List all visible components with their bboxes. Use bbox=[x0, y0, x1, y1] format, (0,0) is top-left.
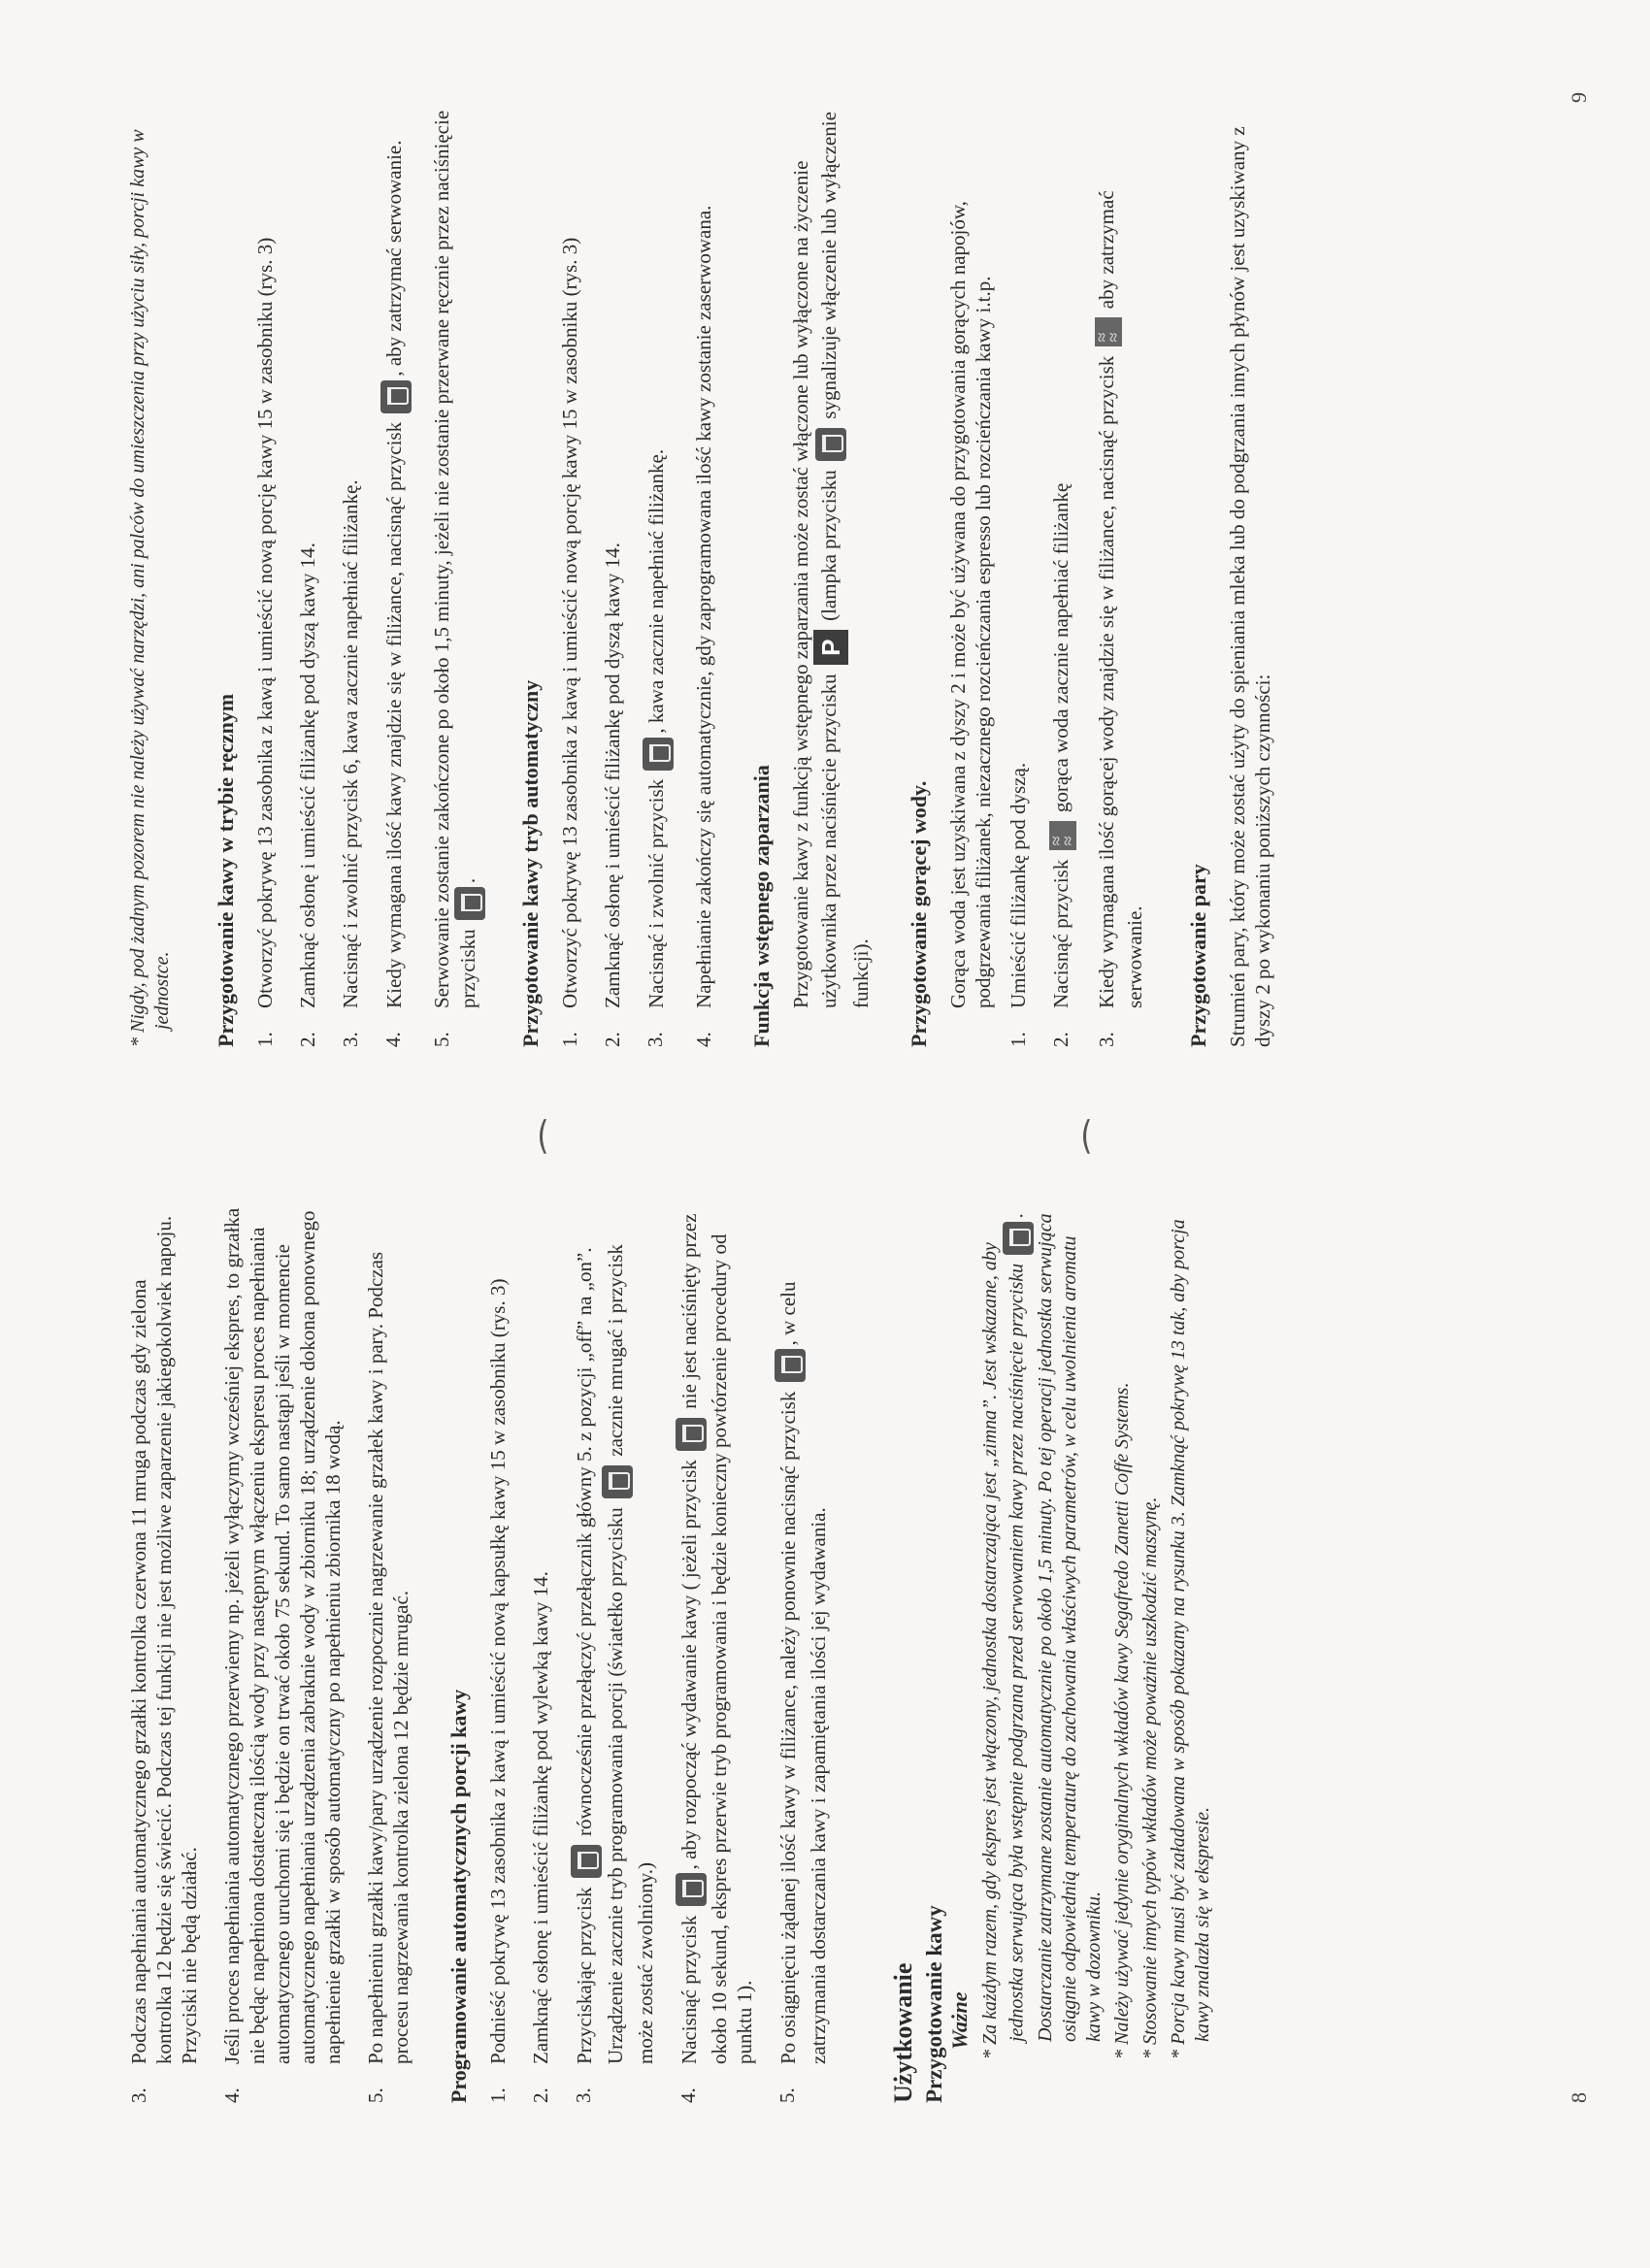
coffee-button-icon bbox=[775, 1349, 806, 1382]
list-item: 2. Zamknąć osłonę i umieścić filiżankę pod wylewką kawy 14. bbox=[529, 1571, 552, 2103]
section-heading-usage: Użytkowanie bbox=[889, 1962, 917, 2103]
note: * Porcja kawy musi być załadowana w sposób pokazany na rysunku 3. Zamknąć pokrywę 13 tak, aby porcja kawy znalazła się w ekspresie. bbox=[1168, 1219, 1213, 2059]
list-item: 2. Nacisnąć przycisk ≈ ≈ gorąca woda zacznie napełniać filiżankę bbox=[1048, 87, 1076, 1047]
section-heading-programming: Programowanie automatycznych porcji kawy bbox=[446, 1689, 471, 2103]
page-number: 8 bbox=[1567, 2092, 1591, 2103]
list-item: 1. Otworzyć pokrywę 13 zasobnika z kawą i umieścić nową porcję kawy 15 w zasobniku (rys. 3) bbox=[253, 237, 277, 1047]
list-item: 3. Kiedy wymagana ilość gorącej wody znajdzie się w filiżance, nacisnąć przycisk ≈ ≈ aby zatrzymać serwowanie. bbox=[1094, 87, 1147, 1047]
coffee-button-icon bbox=[380, 380, 412, 413]
list-item: 4. Nacisnąć przycisk , aby rozpocząć wydawanie kawy ( jeżeli przycisk nie jest naciśnięty przez około 10 sekund, ekspres przerwie tryb programowania i będzie konieczny powtórzenie procedury od punktu 1). bbox=[676, 1213, 756, 2103]
binding-mark: ⁀ bbox=[541, 1120, 584, 1152]
note: * Stosowanie innych typów wkładów może poważnie uszkodzić maszynę. bbox=[1139, 1496, 1161, 2059]
note: * Należy używać jedynie oryginalnych wkładów kawy Segafredo Zanetti Coffe Systems. bbox=[1111, 1382, 1133, 2059]
coffee-button-icon bbox=[571, 1845, 602, 1878]
item-text: Jeśli proces napełniania automatycznego przerwiemy np. jeżeli wyłączymy wcześniej ekspres, to grzałka nie będąc napełniona dostateczną ilością wody przy następnym włączeniu ekspresu proces napełniania automatycznego uruchomi się i będzie on trwać około 75 sekund. To samo nastąpi jeśli w momencie automatycznego napełniania urządzenia zabraknie wody w zbiorniku 18; urządzenie dokona ponownego napełnienie grzałki w sposób automatyczny po napełnieniu zbiornika 18 wodą. bbox=[220, 1207, 345, 2064]
list-item: 1. Podnieść pokrywę 13 zasobnika z kawą i umieścić nową kapsułkę kawy 15 w zasobniku (rys. 3) bbox=[486, 1278, 510, 2103]
p-button-icon: P bbox=[813, 630, 848, 665]
item-text: Podczas napełniania automatycznego grzałki kontrolka czerwona 11 mruga podczas gdy zielona kontrolka 12 będzie się świecić. Podczas tej funkcji nie jest możliwe zaparzenie jakiegokolwiek napoju. Przyciski nie będą działać. bbox=[127, 1215, 201, 2064]
coffee-button-icon bbox=[602, 1465, 633, 1498]
list-item: 3. Przyciskając przycisk równocześnie przełączyć przełącznik główny 5. z pozycji „off” na „on”. Urządzenie zacznie tryb programowania porcji (światełko przycisku zacznie mrugać i przycisk może zostać zwolniony.) bbox=[572, 1244, 657, 2103]
item-text: Po napełnieniu grzałki kawy/pary urządzenie rozpocznie nagrzewanie grzałek kawy i pary. Podczas procesu nagrzewania kontrolka zielona 12 będzie mrugać. bbox=[364, 1251, 412, 2064]
list-item: 2. Zamknąć osłonę i umieścić filiżankę pod dyszą kawy 14. bbox=[601, 542, 624, 1047]
list-item: 5. Serwowanie zostanie zakończone po około 1,5 minuty, jeżeli nie zostanie przerwane ręcznie przez naciśnięcie przycisku . bbox=[429, 87, 485, 1047]
list-item: 1. Umieścić filiżankę pod dyszą. bbox=[1006, 762, 1030, 1047]
list-item: 5. Po osiągnięciu żądanej ilość kawy w filiżance, należy ponownie nacisnąć przycisk , w celu zatrzymania dostarczania kawy i zapamiętania ilości jej wydawania. bbox=[776, 1281, 830, 2103]
list-item: 5. Po napełnieniu grzałki kawy/pary urządzenie rozpocznie nagrzewanie grzałek kawy i pary. Podczas procesu nagrzewania kontrolka zielona 12 będzie mrugać. bbox=[364, 1251, 412, 2103]
item-text: Zamknąć osłonę i umieścić filiżankę pod wylewką kawy 14. bbox=[529, 1571, 552, 2064]
automatic-list bbox=[557, 87, 716, 1047]
coffee-button-icon bbox=[454, 887, 485, 920]
subheading-coffee: Przygotowanie kawy bbox=[922, 1905, 946, 2103]
section-heading-manual: Przygotowanie kawy w trybie ręcznym bbox=[214, 693, 238, 1047]
coffee-button-icon bbox=[815, 428, 846, 461]
list-item: 1. Otworzyć pokrywę 13 zasobnika z kawą i umieścić nową porcję kawy 15 w zasobniku (rys. 3) bbox=[558, 237, 581, 1047]
preinfusion-text: Przygotowanie kawy z funkcją wstępnego zaparzania może zostać włączone lub wyłączone na życzenie użytkownika przez naciśnięcie przycisku P (lampka przycisku sygnalizuje włączenie lub wyłączenie funkcji). bbox=[789, 112, 873, 1008]
hot-water-button-icon bbox=[1049, 821, 1076, 850]
coffee-button-icon bbox=[1003, 1222, 1034, 1255]
section-heading-steam: Przygotowanie pary bbox=[1186, 864, 1211, 1047]
hot-water-list bbox=[1006, 87, 1147, 1047]
steam-text: Strumień pary, który może zostać użyty do spieniania mleka lub do podgrzania innych płynów jest uzyskiwany z dyszy 2 po wykonaniu poniższych czynności: bbox=[1226, 126, 1275, 1047]
section-heading-preinfusion: Funkcja wstępnego zaparzania bbox=[749, 765, 774, 1047]
programming-list bbox=[485, 1202, 831, 2103]
list-item: 4. Jeśli proces napełniania automatycznego przerwiemy np. jeżeli wyłączymy wcześniej ekspres, to grzałka nie będąc napełniona dostateczną ilością wody przy następnym włączeniu ekspresu proces napełniania automatycznego uruchomi się i będzie on trwać około 75 sekund. To samo nastąpi jeśli w momencie automatycznego napełniania urządzenia zabraknie wody w zbiorniku 18; urządzenie dokona ponownego napełnienie grzałki w sposób automatyczny po napełnieniu zbiornika 18 wodą. bbox=[220, 1207, 345, 2103]
page-left bbox=[0, 1134, 1650, 2268]
binding-mark: ⁀ bbox=[1084, 1120, 1128, 1152]
section-heading-hot-water: Przygotowanie gorącej wody. bbox=[907, 780, 931, 1047]
list-item: 3. Podczas napełniania automatycznego grzałki kontrolka czerwona 11 mruga podczas gdy zielona kontrolka 12 będzie się świecić. Podczas tej funkcji nie jest możliwe zaparzenie jakiegokolwiek napoju. Przyciski nie będą działać. bbox=[127, 1215, 201, 2103]
list-item: 3. Nacisnąć i zwolnić przycisk 6, kawa zacznie napełniać filiżankę. bbox=[339, 479, 362, 1047]
manual-list bbox=[252, 87, 485, 1047]
intro-list bbox=[126, 1202, 413, 2103]
coffee-button-icon bbox=[676, 1418, 707, 1451]
coffee-button-icon bbox=[676, 1873, 707, 1906]
note: * Za każdym razem, gdy ekspres jest włączony, jednostka dostarczająca jest „zimna”. Jest wskazane, aby jednostka serwująca była wstępnie podgrzana przed serwowaniem kawy przez naciśnięcie przycisku . Dostarczanie zatrzymane zostanie automatycznie po około 1,5 minuty. Po tej operacji jednostka serwująca osiągnie odpowiednią temperaturę do zachowania właściwych parametrów, w celu uwolnienia aromatu kawy w dozowniku. bbox=[979, 1212, 1105, 2059]
coffee-button-icon bbox=[643, 738, 674, 771]
list-item: 3. Nacisnąć i zwolnić przycisk , kawa zacznie napełniać filiżankę. bbox=[643, 87, 674, 1047]
page-number: 9 bbox=[1567, 92, 1591, 103]
hot-water-intro: Gorąca woda jest uzyskiwana z dyszy 2 i może być używana do przygotowania gorących napojów, podgrzewania filiżanek, niezacznego rozcieńczania espresso lub rozcieńczania kawy i.t.p. bbox=[946, 201, 995, 1008]
list-item: 4. Kiedy wymagana ilość kawy znajdzie się w filiżance, nacisnąć przycisk , aby zatrzymać serwowanie. bbox=[380, 87, 412, 1047]
list-item: 2. Zamknąć osłonę i umieścić filiżankę pod dyszą kawy 14. bbox=[296, 542, 319, 1047]
important-label: Ważne bbox=[947, 1991, 972, 2050]
list-item: 4. Napełnianie zakończy się automatycznie, gdy zaprogramowana ilość kawy zostanie zaserwowana. bbox=[692, 205, 715, 1047]
hot-water-button-icon bbox=[1095, 317, 1122, 346]
warning-note: * Nigdy, pod żadnym pozorem nie należy używać narzędzi, ani palców do umieszczenia przy użyciu siły, porcji kawy w jednostce. bbox=[127, 129, 173, 1047]
item-text: Podnieść pokrywę 13 zasobnika z kawą i umieścić nową kapsułkę kawy 15 w zasobniku (rys. 3) bbox=[486, 1278, 510, 2064]
section-heading-automatic: Przygotowanie kawy tryb automatyczny bbox=[518, 679, 543, 1047]
